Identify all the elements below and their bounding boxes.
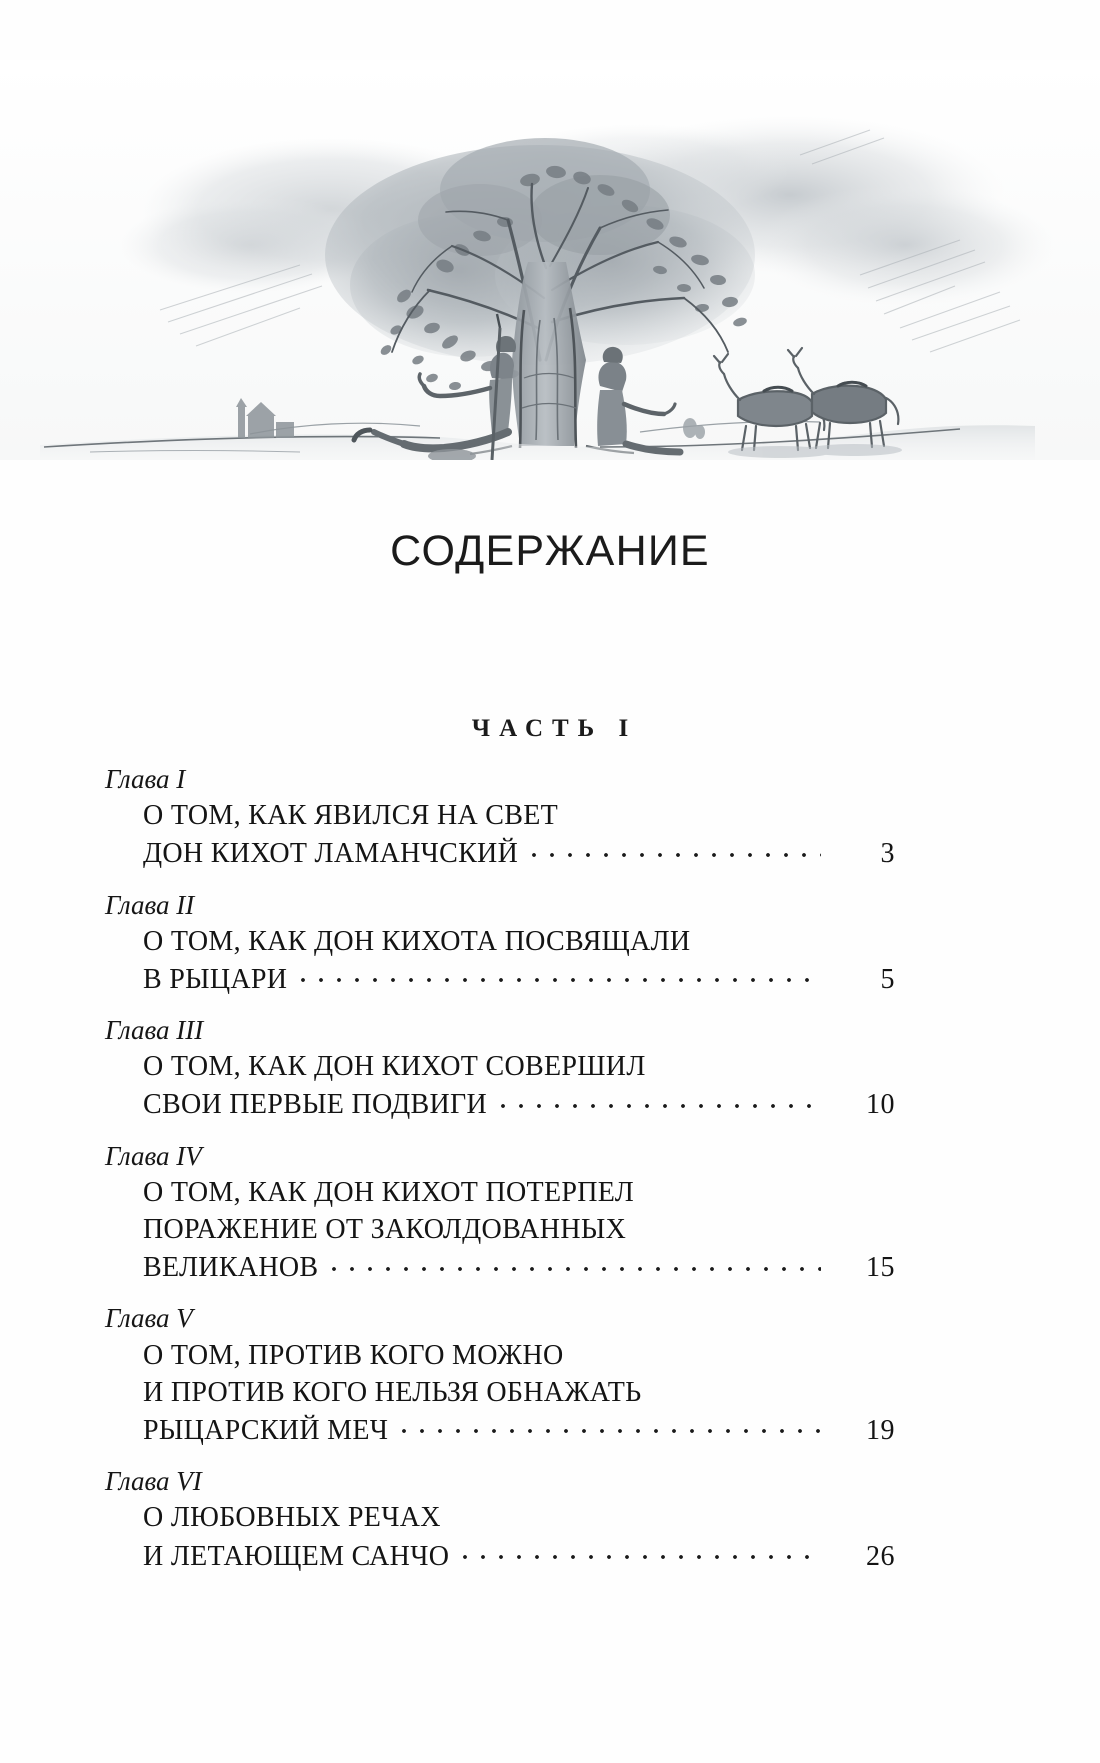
chapter-illustration [0,60,1100,460]
chapter-title [143,797,895,872]
chapter-title-line: ДОН КИХОТ ЛАМАНЧСКИЙ [143,838,519,870]
chapter-label: Глава III [105,1015,204,1046]
toc-entry[interactable] [105,1139,895,1287]
page-title: СОДЕРЖАНИЕ [390,526,710,575]
chapter-title [143,1337,895,1450]
chapter-title-line: О ТОМ, КАК ДОН КИХОТ СОВЕРШИЛ [143,1051,646,1083]
chapter-title [143,1048,895,1123]
chapter-title-line-with-page [143,1248,895,1286]
chapter-title-line: ВЕЛИКАНОВ [143,1252,319,1284]
leader-dots [532,834,821,862]
chapter-label: Глава V [105,1303,193,1334]
leader-dots [501,1085,821,1113]
page-number: 10 [866,1089,895,1121]
toc-entry[interactable] [105,888,895,999]
page-number: 15 [866,1252,895,1284]
chapter-label: Глава IV [105,1140,202,1171]
chapter-label: Глава II [105,889,195,920]
chapter-title-line: О ЛЮБОВНЫХ РЕЧАХ [143,1502,441,1534]
chapter-title-line: О ТОМ, ПРОТИВ КОГО МОЖНО [143,1339,564,1371]
chapter-label: Глава I [105,764,186,794]
chapter-title-line: СВОИ ПЕРВЫЕ ПОДВИГИ [143,1089,488,1121]
chapter-label: Глава VI [105,1466,202,1497]
chapter-title-line: И ПРОТИВ КОГО НЕЛЬЗЯ ОБНАЖАТЬ [143,1376,642,1408]
page-number: 3 [880,838,895,870]
chapter-title [143,923,895,998]
toc-entry[interactable] [105,1013,895,1124]
leader-dots [402,1411,821,1439]
chapter-title-line-with-page [143,1537,895,1575]
chapter-title-line: И ЛЕТАЮЩЕМ САНЧО [143,1540,450,1572]
leader-dots [301,960,821,988]
chapter-title [143,1499,895,1574]
chapter-title-line-with-page [143,960,895,998]
chapter-title-line-with-page [143,834,895,872]
page-number: 26 [866,1540,895,1572]
chapter-title-line-with-page [143,1085,895,1123]
chapter-title-line: О ТОМ, КАК ДОН КИХОТ ПОТЕРПЕЛ [143,1176,635,1208]
toc-entry[interactable] [105,1301,895,1449]
leader-dots [463,1537,821,1565]
page-number: 5 [880,963,895,995]
chapter-title-line: РЫЦАРСКИЙ МЕЧ [143,1415,389,1447]
toc-entry[interactable] [105,1464,895,1575]
table-of-contents [105,762,895,1590]
chapter-title [143,1174,895,1287]
leader-dots [332,1248,821,1276]
chapter-title-line: О ТОМ, КАК ДОН КИХОТА ПОСВЯЩАЛИ [143,925,691,957]
page-number: 19 [866,1415,895,1447]
part-heading: ЧАСТЬ I [471,714,638,742]
chapter-title-line: В РЫЦАРИ [143,963,288,995]
toc-entry[interactable] [105,762,895,873]
chapter-title-line: ПОРАЖЕНИЕ ОТ ЗАКОЛДОВАННЫХ [143,1214,627,1246]
chapter-title-line: О ТОМ, КАК ЯВИЛСЯ НА СВЕТ [143,800,559,832]
chapter-title-line-with-page [143,1411,895,1449]
